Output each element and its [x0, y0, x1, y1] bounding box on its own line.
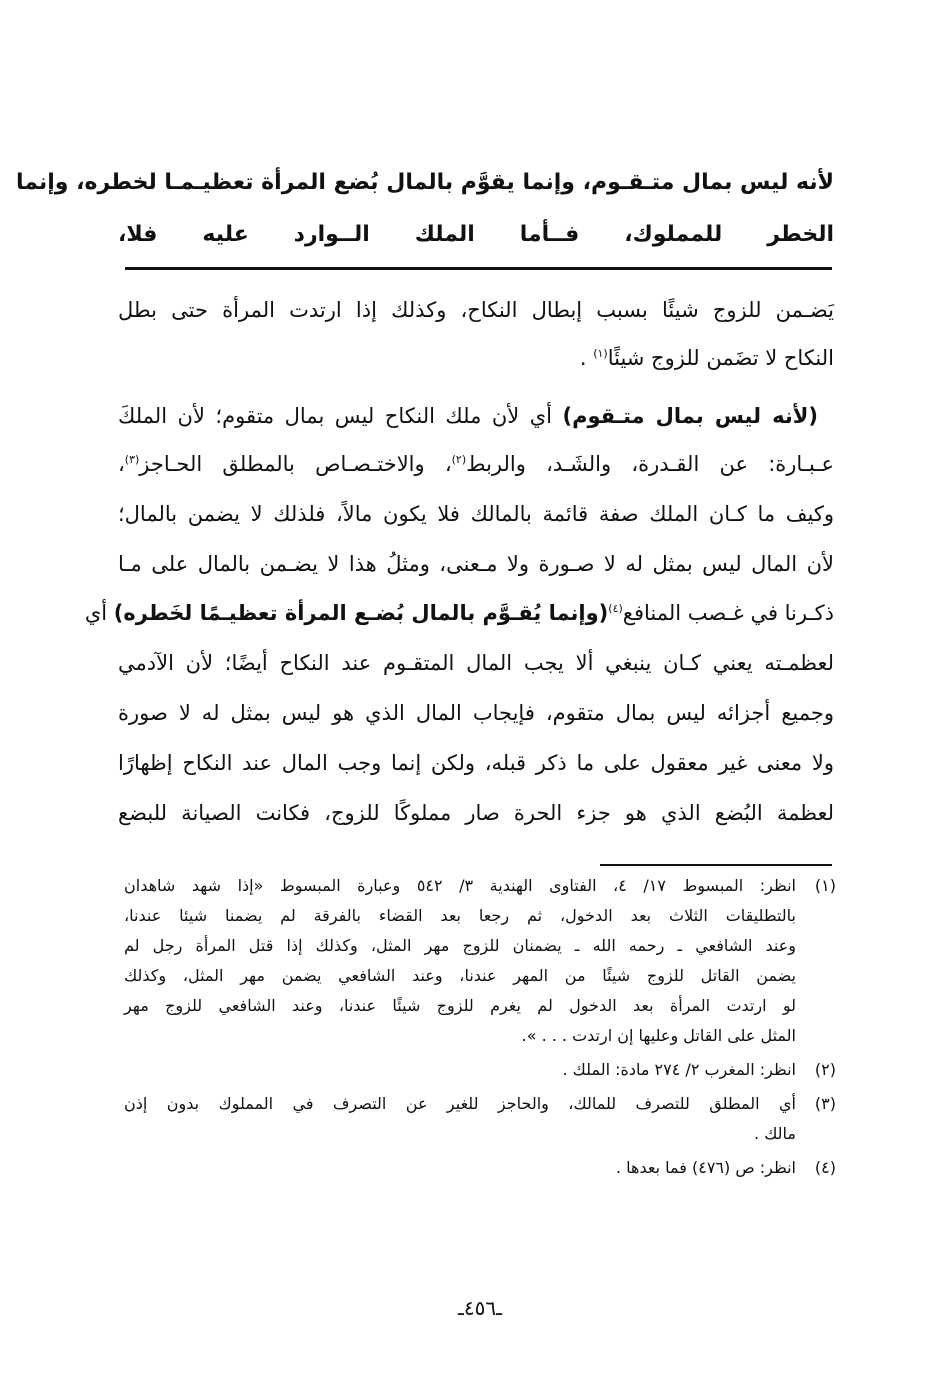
body-line: [84, 601, 834, 625]
footnote-line: [124, 1060, 836, 1084]
footnote-number: (٢): [814, 1060, 836, 1079]
footnote-text: انظر: ص (٤٧٦) فما بعدها .: [615, 1158, 796, 1177]
text-segment: وكيف ما كـان الملك صفة قائمة بالمالك فلا يكون مالاً، فلذلك لا يضمن بالمال؛: [118, 502, 834, 526]
footnote-line: [124, 1158, 836, 1182]
body-line: [118, 502, 834, 526]
text-segment: النكاح لا تضَمن للزوج شيئًا: [607, 346, 834, 370]
footnote-number: (٤): [814, 1158, 836, 1177]
footnote-divider: [600, 864, 832, 866]
footnote-text: أي المطلق للتصرف للمالك، والحاجز للغير عن التصرف في المملوك بدون إذن: [124, 1094, 796, 1113]
footnote-text: انظر: المبسوط ١٧/ ٤، الفتاوى الهندية ٣/ ٥٤٢ وعبارة المبسوط «إذا شهد شاهدان: [124, 876, 797, 895]
page-number: ـ٤٥٦ـ: [458, 1296, 502, 1320]
text-segment: أي لأن ملك النكاح ليس بمال متقوم؛ لأن الملكَ: [118, 404, 563, 428]
header-divider: [125, 267, 832, 270]
footnote-text: وعند الشافعي ـ رحمه الله ـ يضمنان للزوج مهر المثل، وكذلك إذا قتل المرأة رجل لم: [124, 936, 796, 955]
footnote-line: [124, 1124, 836, 1148]
text-segment: ذكـرنا في غـصب المنافع: [622, 601, 834, 625]
body-line: [118, 651, 834, 675]
text-segment: .: [579, 346, 594, 370]
header-line: [16, 170, 834, 195]
text-segment: لأنه ليس بمال متـقـوم، وإنما يقوَّم بالمال بُضع المرأة تعظيـمـا لخطره، وإنما: [16, 170, 834, 195]
footnote-line: [124, 996, 836, 1020]
text-segment: (وإنما يُقـوَّم بالمال بُضـع المرأة تعظيـمًا لخَطره): [113, 601, 609, 625]
body-line: [118, 404, 818, 428]
text-segment: ، والاختـصـاص بالمطلق الحـاجز: [139, 452, 452, 476]
footnote-text: بالتطليقات الثلاث بعد الدخول، ثم رجعا بعد القضاء بالفرقة لم يضمنا شيئا عندنا،: [124, 906, 796, 925]
text-segment: لعظمـته يعني كـان ينبغي ألا يجب المال المتقـوم عند النكاح أيضًا؛ لأن الآدمي: [118, 651, 834, 675]
footnote-number: (٣): [814, 1094, 836, 1113]
footnote-line: [124, 1026, 836, 1050]
footnote-ref: (١): [593, 347, 608, 360]
text-segment: لعظمة البُضع الذي هو جزء الحرة صار مملوكًا للزوج، فكانت الصيانة للبضع: [118, 801, 834, 825]
body-line: [118, 751, 834, 775]
text-segment: لأن المال ليس بمثل له لا صـورة ولا مـعنى، ومثلُ هذا لا يضـمن بالمال على مـا: [118, 552, 834, 576]
text-segment: الخطر للمملوك، فــأما الملك الــوارد عليه فلا،: [118, 222, 834, 247]
text-segment: ،: [118, 452, 125, 476]
footnote-ref: (٢): [451, 453, 467, 466]
body-line: [118, 801, 834, 825]
footnote-number: (١): [814, 876, 836, 895]
text-segment: (لأنه ليس بمال متـقوم): [562, 404, 818, 428]
footnote-line: [124, 936, 836, 960]
footnote-line: [124, 906, 836, 930]
text-segment: عـبـارة: عن القـدرة، والشَـد، والربط: [466, 452, 834, 476]
footnote-text: مالك .: [754, 1124, 796, 1143]
footnote-text: انظر: المغرب ٢/ ٢٧٤ مادة: الملك .: [562, 1060, 796, 1079]
footnote-text: المثل على القاتل وعليها إن ارتدت . . . ».: [521, 1026, 796, 1045]
body-line: [118, 452, 834, 476]
footnote-text: يضمن القاتل للزوج شيئًا من المهر عندنا، وعند الشافعي يضمن مهر المثل، وكذلك: [124, 966, 796, 985]
footnote-ref: (٣): [124, 453, 140, 466]
text-segment: وجميع أجزائه ليس بمال متقوم، فإيجاب المال الذي هو ليس بمثل له لا صورة: [118, 701, 834, 725]
footnote-text: لو ارتدت المرأة بعد الدخول لم يغرم للزوج شيئًا عندنا، وعند الشافعي للزوج مهر: [124, 996, 796, 1015]
body-line: [118, 346, 834, 370]
text-segment: يَضـمن للزوج شيئًا بسبب إبطال النكاح، وكذلك إذا ارتدت المرأة حتى بطل: [118, 298, 834, 322]
body-line: [118, 701, 834, 725]
header-line: [118, 222, 834, 247]
footnote-ref: (٤): [608, 602, 623, 615]
footnote-line: [124, 876, 836, 900]
text-segment: أي: [84, 601, 114, 625]
footnote-line: [124, 1094, 836, 1118]
footnote-line: [124, 966, 836, 990]
body-line: [118, 552, 834, 576]
body-line: [118, 298, 834, 322]
text-segment: ولا معنى غير معقول على ما ذكر قبله، ولكن إنما وجب المال عند النكاح إظهارًا: [118, 751, 834, 775]
